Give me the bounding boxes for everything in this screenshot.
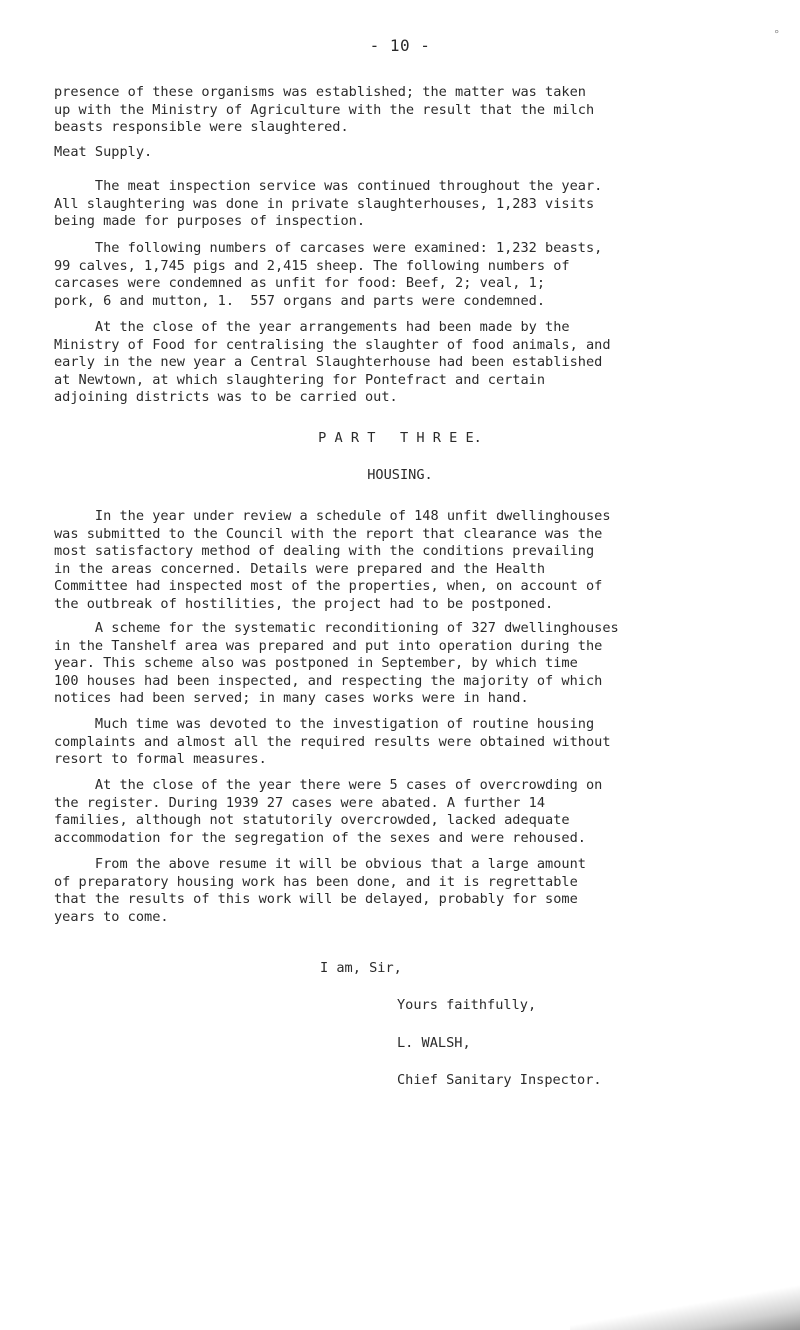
paragraph-unfit-dwellings: In the year under review a schedule of 148 unfit dwellinghouses was submitted to the Council with the report that clearance was the most satisfactory method of dealing with the conditions prevailing in the areas concerned. Details were prepared and the Health Committee had inspected most of the properties, when, on account of the outbreak of hostilities, the project had to be postponed. bbox=[54, 508, 611, 612]
paragraph-reconditioning: A scheme for the systematic reconditioning of 327 dwellinghouses in the Tanshelf area was prepared and put into operation during the year. This scheme also was postponed in September, by which time 100 houses had been inspected, and respecting the majority of which notices had been served; in many cases works were in hand. bbox=[54, 620, 619, 706]
paragraph-resume: From the above resume it will be obvious that a large amount of preparatory housing work has been done, and it is regrettable that the results of this work will be delayed, probably for some years to come. bbox=[54, 856, 586, 925]
part-three-heading: P A R T T H R E E. bbox=[318, 430, 482, 446]
paragraph-housing-complaints: Much time was devoted to the investigation of routine housing complaints and almost all the required results were obtained without resort to formal measures. bbox=[54, 716, 611, 767]
salutation: I am, Sir, bbox=[320, 960, 402, 976]
meat-supply-heading: Meat Supply. bbox=[54, 144, 153, 160]
signatory-title: Chief Sanitary Inspector. bbox=[397, 1072, 602, 1088]
signatory-name: L. WALSH, bbox=[397, 1035, 471, 1051]
housing-heading: HOUSING. bbox=[367, 467, 433, 483]
scan-smudge bbox=[570, 1270, 800, 1330]
paragraph-organisms: presence of these organisms was established; the matter was taken up with the Ministry of Agriculture with the result that the milch beasts responsible were slaughtered. bbox=[54, 84, 595, 135]
corner-mark: ° bbox=[773, 28, 780, 41]
paragraph-carcases: The following numbers of carcases were examined: 1,232 beasts, 99 calves, 1,745 pigs and 2,415 sheep. The following numbers of carcases were condemned as unfit for food: Beef, 2; veal, 1; pork, 6 and mutton, 1. 557 organs and parts were condemned. bbox=[54, 240, 603, 309]
closing: Yours faithfully, bbox=[397, 997, 537, 1013]
page-number: - 10 - bbox=[369, 36, 431, 55]
paragraph-meat-inspection: The meat inspection service was continued throughout the year. All slaughtering was done in private slaughterhouses, 1,283 visits being made for purposes of inspection. bbox=[54, 178, 603, 229]
paragraph-overcrowding: At the close of the year there were 5 cases of overcrowding on the register. During 1939 27 cases were abated. A further 14 families, although not statutorily overcrowded, lacked adequate accommodation for the segregation of the sexes and were rehoused. bbox=[54, 777, 603, 846]
paragraph-central-slaughterhouse: At the close of the year arrangements had been made by the Ministry of Food for centralising the slaughter of food animals, and early in the new year a Central Slaughterhouse had been established at Newtown, at which slaughtering for Pontefract and certain adjoining districts was to be carried out. bbox=[54, 319, 611, 405]
